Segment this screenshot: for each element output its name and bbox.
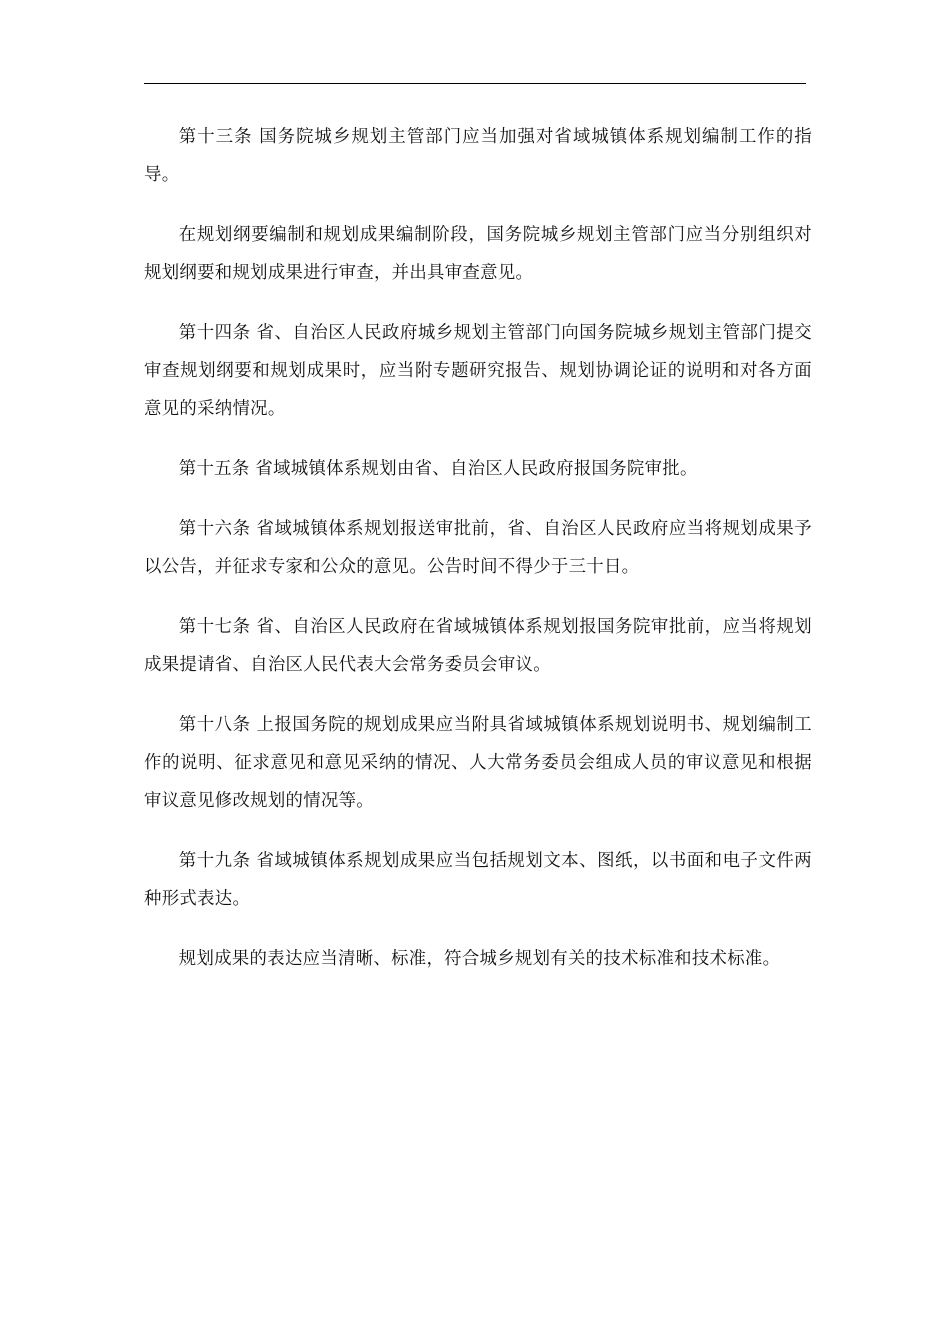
header-rule [144, 83, 806, 84]
article-15-paragraph: 第十五条 省域城镇体系规划由省、自治区人民政府报国务院审批。 [178, 459, 698, 479]
article-13-paragraph: 第十三条 国务院城乡规划主管部门应当加强对省域城镇体系规划编制工作的指导。 [144, 127, 812, 185]
document-body [144, 118, 812, 1000]
article-19-standards-paragraph: 规划成果的表达应当清晰、标准，符合城乡规划有关的技术标准和技术标准。 [178, 949, 781, 969]
article-18-paragraph: 第十八条 上报国务院的规划成果应当附具省域城镇体系规划说明书、规划编制工作的说明、征求意见和意见采纳的情况、人大常务委员会组成人员的审议意见和根据审议意见修改规划的情况等。 [144, 715, 812, 811]
article-19-paragraph: 第十九条 省域城镇体系规划成果应当包括规划文本、图纸，以书面和电子文件两种形式表达。 [144, 851, 812, 909]
article-13-review-paragraph: 在规划纲要编制和规划成果编制阶段，国务院城乡规划主管部门应当分别组织对规划纲要和规划成果进行审查，并出具审查意见。 [144, 225, 812, 283]
article-17-paragraph: 第十七条 省、自治区人民政府在省域城镇体系规划报国务院审批前，应当将规划成果提请省、自治区人民代表大会常务委员会审议。 [144, 617, 812, 675]
article-14-paragraph: 第十四条 省、自治区人民政府城乡规划主管部门向国务院城乡规划主管部门提交审查规划纲要和规划成果时，应当附专题研究报告、规划协调论证的说明和对各方面意见的采纳情况。 [144, 323, 812, 419]
article-16-paragraph: 第十六条 省域城镇体系规划报送审批前，省、自治区人民政府应当将规划成果予以公告，并征求专家和公众的意见。公告时间不得少于三十日。 [144, 519, 812, 577]
